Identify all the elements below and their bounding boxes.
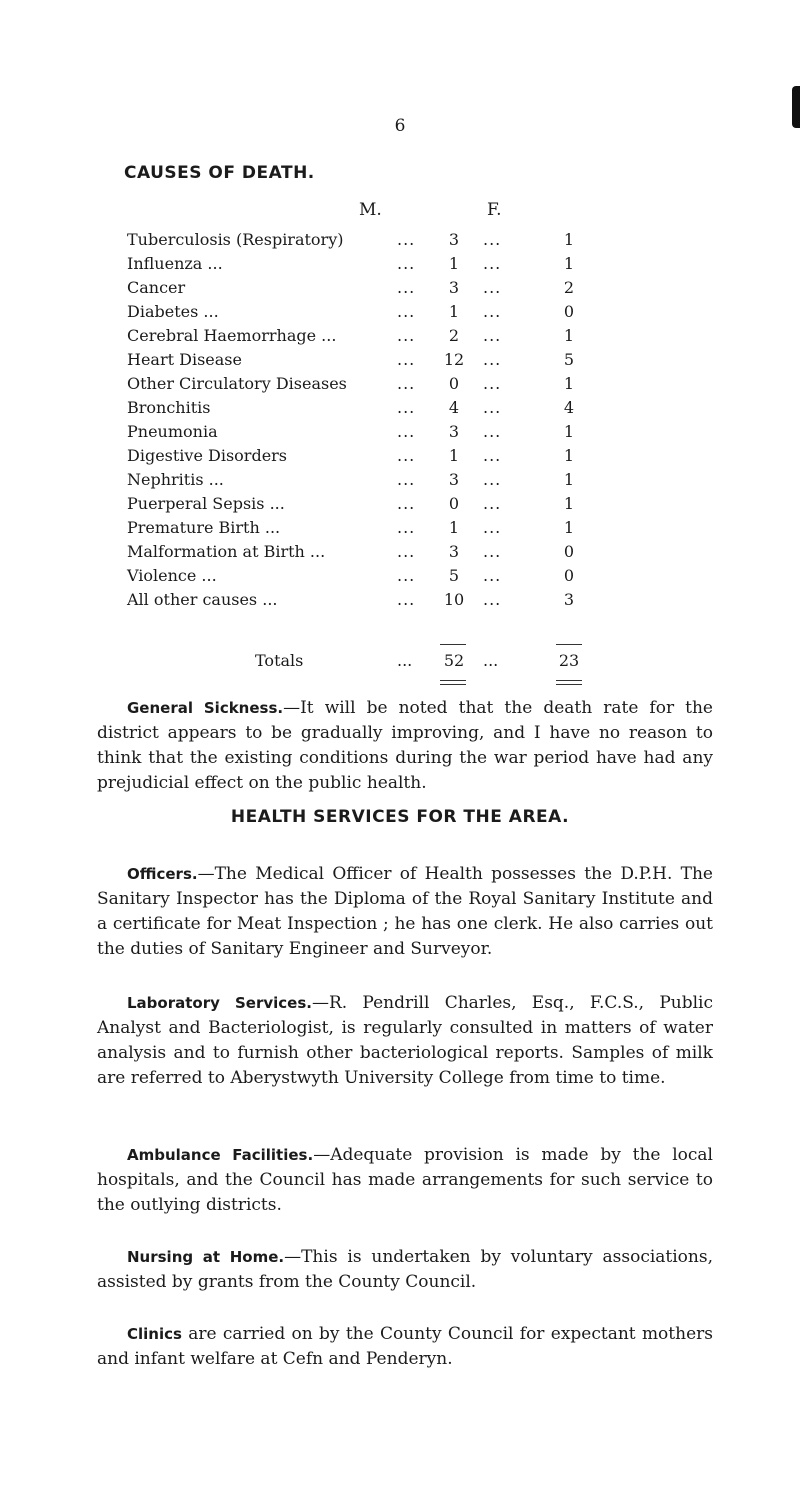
leader-dots: ... xyxy=(397,542,416,561)
cause-label: Digestive Disorders xyxy=(127,446,288,465)
leader-dots: ... xyxy=(397,651,413,670)
causes-of-death-table xyxy=(127,228,627,612)
female-count: 3 xyxy=(563,590,575,609)
leader-dots: ... xyxy=(483,518,502,537)
leader-dots: ... xyxy=(483,470,502,489)
paragraph-text: —The Medical Officer of Health possesses the D.P.H. The Sanitary Inspector has the Diploma of the Royal Sanitary Institute and a certificate for Meat Inspection ; he has one clerk. He also carries out the duties of Sanitary Engineer and Surveyor. xyxy=(97,864,713,959)
paragraph-heading: Laboratory Services. xyxy=(127,994,312,1012)
paragraph-heading: Officers. xyxy=(127,865,198,883)
leader-dots: ... xyxy=(397,422,416,441)
male-count: 1 xyxy=(448,302,460,321)
paragraph-text: —R. Pendrill Charles, Esq., F.C.S., Public Analyst and Bacteriologist, is regularly consulted in matters of water analysis and to furnish other bacteriological reports. Samples of milk are referred to Aberystwyth University College from time to time. xyxy=(97,993,714,1088)
sum-rule-female xyxy=(556,644,582,645)
male-count: 1 xyxy=(448,254,460,273)
male-count: 0 xyxy=(448,494,460,513)
sum-rule-male xyxy=(440,644,466,645)
female-count: 1 xyxy=(563,446,575,465)
leader-dots: ... xyxy=(483,374,502,393)
leader-dots: ... xyxy=(397,518,416,537)
leader-dots: ... xyxy=(397,374,416,393)
leader-dots: ... xyxy=(397,494,416,513)
totals-female: 23 xyxy=(558,651,580,670)
male-count: 10 xyxy=(443,590,465,609)
table-row xyxy=(127,468,627,492)
female-count: 1 xyxy=(563,374,575,393)
female-count: 5 xyxy=(563,350,575,369)
nursing-paragraph xyxy=(97,1245,713,1295)
leader-dots: ... xyxy=(483,446,502,465)
leader-dots: ... xyxy=(483,254,502,273)
cause-label: All other causes ... xyxy=(127,590,278,609)
laboratory-paragraph xyxy=(97,991,713,1091)
table-row xyxy=(127,252,627,276)
cause-label: Other Circulatory Diseases xyxy=(127,374,347,393)
table-row xyxy=(127,564,627,588)
double-rule-female xyxy=(556,684,582,685)
paragraph-heading: General Sickness. xyxy=(127,699,284,717)
male-count: 3 xyxy=(448,470,460,489)
leader-dots: ... xyxy=(397,278,416,297)
paragraph-heading: Ambulance Facilities. xyxy=(127,1146,314,1164)
leader-dots: ... xyxy=(483,590,502,609)
leader-dots: ... xyxy=(397,230,416,249)
double-rule-female xyxy=(556,680,582,681)
leader-dots: ... xyxy=(483,566,502,585)
cause-label: Pneumonia xyxy=(127,422,218,441)
clinics-paragraph xyxy=(97,1322,713,1372)
paragraph-heading: Clinics xyxy=(127,1325,182,1343)
double-rule-male xyxy=(440,684,466,685)
leader-dots: ... xyxy=(397,470,416,489)
leader-dots: ... xyxy=(397,566,416,585)
table-row xyxy=(127,516,627,540)
general-sickness-paragraph xyxy=(97,696,713,796)
female-count: 0 xyxy=(563,302,575,321)
leader-dots: ... xyxy=(483,494,502,513)
male-count: 2 xyxy=(448,326,460,345)
table-row xyxy=(127,396,627,420)
paragraph-text: —Adequate provision is made by the local hospitals, and the Council has made arrangements for such service to the outlying districts. xyxy=(97,1145,713,1215)
health-services-title: HEALTH SERVICES FOR THE AREA. xyxy=(230,807,570,827)
male-count: 5 xyxy=(448,566,460,585)
leader-dots: ... xyxy=(483,326,502,345)
leader-dots: ... xyxy=(483,302,502,321)
female-count: 0 xyxy=(563,566,575,585)
cause-label: Nephritis ... xyxy=(127,470,224,489)
paragraph-text: —It will be noted that the death rate for the district appears to be gradually improving, and I have no reason to think that the existing conditions during the war period have had any prejudicial effect on the public health. xyxy=(97,698,713,793)
male-count: 4 xyxy=(448,398,460,417)
leader-dots: ... xyxy=(397,254,416,273)
leader-dots: ... xyxy=(397,350,416,369)
female-count: 1 xyxy=(563,494,575,513)
male-count: 3 xyxy=(448,422,460,441)
cause-label: Malformation at Birth ... xyxy=(127,542,326,561)
table-row xyxy=(127,348,627,372)
table-row xyxy=(127,492,627,516)
cause-label: Bronchitis xyxy=(127,398,211,417)
leader-dots: ... xyxy=(397,326,416,345)
leader-dots: ... xyxy=(483,651,499,670)
cause-label: Puerperal Sepsis ... xyxy=(127,494,285,513)
female-count: 0 xyxy=(563,542,575,561)
male-count: 1 xyxy=(448,446,460,465)
female-count: 1 xyxy=(563,470,575,489)
table-row xyxy=(127,372,627,396)
paragraph-text: —This is undertaken by voluntary associations, assisted by grants from the County Council. xyxy=(97,1247,713,1292)
male-count: 3 xyxy=(448,230,460,249)
cause-label: Violence ... xyxy=(127,566,217,585)
female-count: 1 xyxy=(563,422,575,441)
table-row xyxy=(127,444,627,468)
leader-dots: ... xyxy=(483,350,502,369)
male-count: 3 xyxy=(448,278,460,297)
female-count: 4 xyxy=(563,398,575,417)
table-row xyxy=(127,300,627,324)
female-count: 1 xyxy=(563,254,575,273)
leader-dots: ... xyxy=(397,302,416,321)
leader-dots: ... xyxy=(397,398,416,417)
female-count: 1 xyxy=(563,230,575,249)
paragraph-heading: Nursing at Home. xyxy=(127,1248,285,1266)
table-row xyxy=(127,588,627,612)
leader-dots: ... xyxy=(397,446,416,465)
female-count: 2 xyxy=(563,278,575,297)
table-row xyxy=(127,228,627,252)
cause-label: Cancer xyxy=(127,278,186,297)
cause-label: Cerebral Haemorrhage ... xyxy=(127,326,337,345)
ambulance-paragraph xyxy=(97,1143,713,1218)
female-count: 1 xyxy=(563,326,575,345)
cause-label: Diabetes ... xyxy=(127,302,219,321)
leader-dots: ... xyxy=(483,398,502,417)
leader-dots: ... xyxy=(397,590,416,609)
double-rule-male xyxy=(440,680,466,681)
table-row xyxy=(127,324,627,348)
male-count: 1 xyxy=(448,518,460,537)
cause-label: Influenza ... xyxy=(127,254,223,273)
paragraph-text: are carried on by the County Council for expectant mothers and infant welfare at Cefn and Penderyn. xyxy=(97,1324,713,1369)
totals-label: Totals xyxy=(255,651,304,670)
totals-row xyxy=(127,649,627,673)
officers-paragraph xyxy=(97,862,713,962)
leader-dots: ... xyxy=(483,422,502,441)
male-count: 0 xyxy=(448,374,460,393)
causes-of-death-title: CAUSES OF DEATH. xyxy=(124,163,315,183)
female-count: 1 xyxy=(563,518,575,537)
table-row xyxy=(127,276,627,300)
leader-dots: ... xyxy=(483,230,502,249)
page-number: 6 xyxy=(394,116,406,136)
table-row xyxy=(127,540,627,564)
male-count: 3 xyxy=(448,542,460,561)
column-header-male: M. xyxy=(359,200,382,220)
leader-dots: ... xyxy=(483,542,502,561)
cause-label: Heart Disease xyxy=(127,350,242,369)
column-header-female: F. xyxy=(487,200,502,220)
cause-label: Premature Birth ... xyxy=(127,518,281,537)
totals-male: 52 xyxy=(443,651,465,670)
cause-label: Tuberculosis (Respiratory) xyxy=(127,230,344,249)
table-row xyxy=(127,420,627,444)
male-count: 12 xyxy=(443,350,465,369)
leader-dots: ... xyxy=(483,278,502,297)
